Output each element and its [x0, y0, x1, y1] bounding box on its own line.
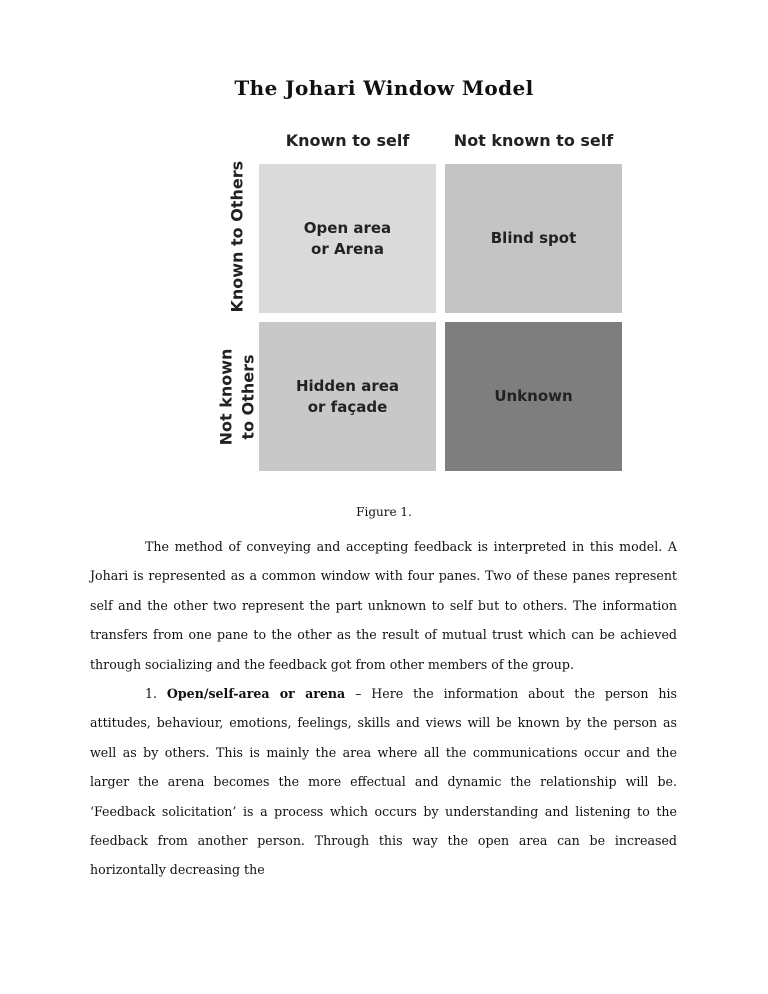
hidden-area-pane: Hidden area or façade: [259, 322, 436, 471]
row-header-known-to-others: Known to Others: [227, 160, 247, 313]
col-header-not-known-to-self: Not known to self: [453, 131, 614, 150]
row-header-not-known-to-others: Not known to Others: [216, 348, 258, 446]
blind-spot-pane: Blind spot: [445, 164, 622, 313]
paragraph-2: [90, 679, 677, 885]
term-open-area: Open/self-area or arena: [166, 686, 346, 702]
col-header-known-to-self: Known to self: [285, 131, 410, 150]
page-title: The Johari Window Model: [234, 76, 534, 100]
open-area-pane: Open area or Arena: [259, 164, 436, 313]
paragraph-2-text: – Here the information about the person his attitudes, behaviour, emotions, feelings, skills and views will be known by the person as well as by others. This is mainly the area where all the communications occur and the larger the arena becomes the more effectual and dynamic the relationship will be. ‘Feedback solicitation’ is a process which occurs by understanding and listening to the feedback from another person. Through this way the open area can be increased horizontally decreasing the: [90, 686, 677, 878]
figure-caption: Figure 1.: [356, 505, 412, 519]
list-number: 1.: [145, 686, 167, 702]
body-text: [90, 532, 677, 885]
unknown-pane: Unknown: [445, 322, 622, 471]
paragraph-1: The method of conveying and accepting feedback is interpreted in this model. A Johari is represented as a common window with four panes. Two of these panes represent self and the other two represent the part unknown to self but to others. The information transfers from one pane to the other as the result of mutual trust which can be achieved through socializing and the feedback got from other members of the group.: [90, 539, 677, 672]
